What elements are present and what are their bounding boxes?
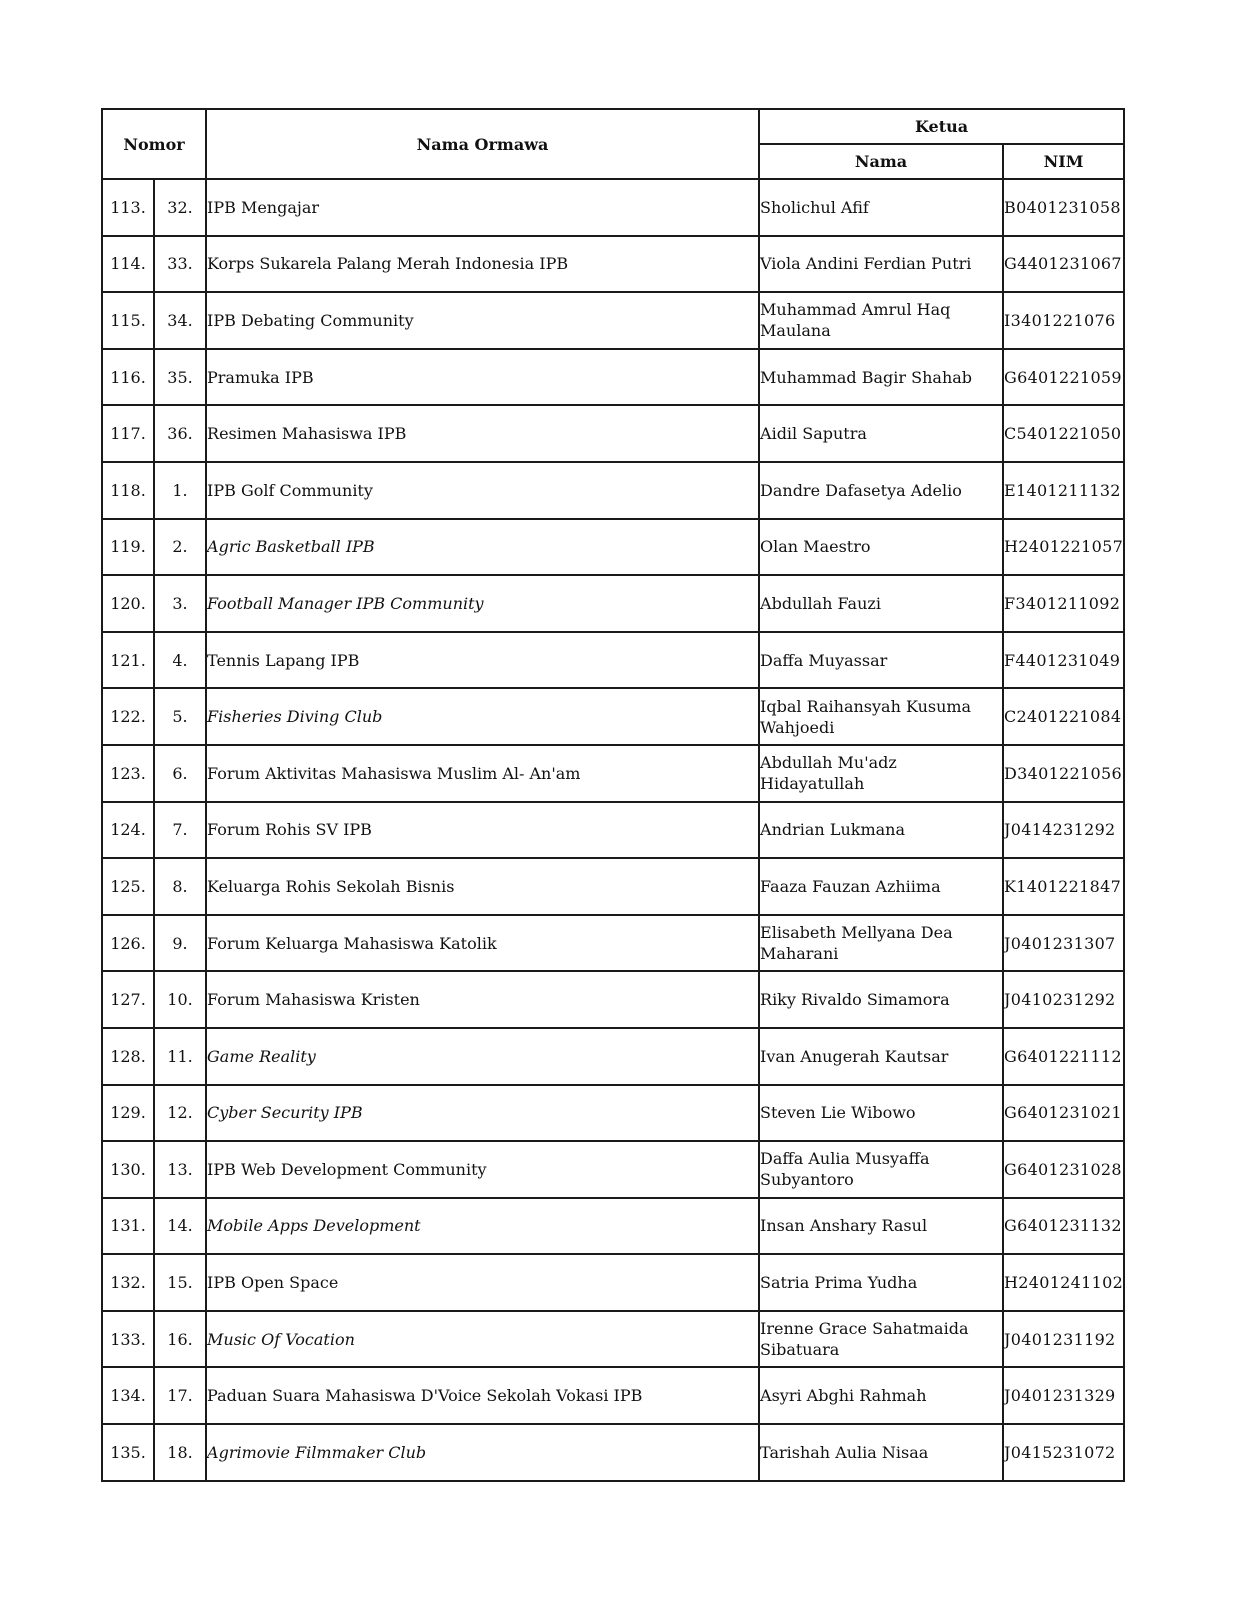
cell-nomor-text: 117. [110, 424, 146, 444]
cell-nama-ormawa [206, 971, 759, 1028]
table-row [102, 802, 1124, 859]
cell-ketua-nama [759, 688, 1003, 745]
cell-nomor-sub [154, 745, 206, 802]
cell-ketua-nama [759, 971, 1003, 1028]
cell-ketua-nim-text: F3401211092 [1004, 593, 1121, 613]
cell-nomor-text: 123. [110, 763, 146, 783]
cell-nama-ormawa [206, 1424, 759, 1481]
cell-ketua-nama-text: Sholichul Afif [760, 197, 869, 217]
cell-nomor-text: 133. [110, 1329, 146, 1349]
cell-nama-ormawa-text: Football Manager IPB Community [207, 593, 484, 613]
cell-ketua-nim-text: C2401221084 [1004, 707, 1122, 727]
cell-nama-ormawa [206, 179, 759, 236]
cell-nomor-sub-text: 6. [172, 763, 188, 783]
cell-nama-ormawa [206, 236, 759, 293]
table-row [102, 1198, 1124, 1255]
cell-ketua-nama [759, 1367, 1003, 1424]
cell-nomor [102, 462, 154, 519]
cell-nomor [102, 179, 154, 236]
cell-ketua-nim [1003, 405, 1124, 462]
cell-nama-ormawa [206, 1085, 759, 1142]
cell-nomor [102, 971, 154, 1028]
cell-nomor-sub-text: 5. [172, 707, 188, 727]
cell-ketua-nama-text: Olan Maestro [760, 537, 871, 557]
cell-ketua-nama [759, 1198, 1003, 1255]
cell-nomor [102, 858, 154, 915]
cell-ketua-nim-text: G4401231067 [1004, 254, 1122, 274]
cell-nomor [102, 632, 154, 689]
cell-nomor-sub-text: 34. [167, 310, 193, 330]
cell-nomor-sub [154, 802, 206, 859]
cell-ketua-nim-text: G6401221059 [1004, 367, 1122, 387]
cell-ketua-nim [1003, 575, 1124, 632]
cell-nomor-sub [154, 688, 206, 745]
cell-nomor-sub [154, 915, 206, 972]
cell-ketua-nama-text: Iqbal Raihansyah Kusuma Wahjoedi [760, 696, 972, 737]
cell-nomor [102, 745, 154, 802]
cell-nama-ormawa [206, 1254, 759, 1311]
cell-nama-ormawa [206, 1141, 759, 1198]
cell-nomor-sub [154, 292, 206, 349]
cell-nomor-sub-text: 1. [172, 480, 188, 500]
cell-nomor [102, 1028, 154, 1085]
cell-nomor-sub-text: 10. [167, 990, 193, 1010]
cell-nomor-text: 131. [110, 1216, 146, 1236]
ormawa-table [101, 108, 1125, 1482]
table-row [102, 405, 1124, 462]
cell-ketua-nama [759, 349, 1003, 406]
cell-nomor-text: 130. [110, 1159, 146, 1179]
cell-ketua-nim-text: I3401221076 [1004, 310, 1116, 330]
cell-nama-ormawa-text: Paduan Suara Mahasiswa D'Voice Sekolah Vokasi IPB [207, 1386, 643, 1406]
cell-nomor-sub-text: 8. [172, 876, 188, 896]
cell-ketua-nama [759, 405, 1003, 462]
cell-nama-ormawa [206, 802, 759, 859]
cell-ketua-nim-text: D3401221056 [1004, 763, 1122, 783]
table-row [102, 349, 1124, 406]
cell-nama-ormawa-text: IPB Web Development Community [207, 1159, 487, 1179]
cell-nama-ormawa-text: Forum Keluarga Mahasiswa Katolik [207, 933, 497, 953]
cell-ketua-nim [1003, 858, 1124, 915]
header-nama: Nama [759, 144, 1003, 179]
table-row [102, 745, 1124, 802]
cell-ketua-nim [1003, 292, 1124, 349]
cell-nomor-sub [154, 236, 206, 293]
cell-ketua-nama [759, 519, 1003, 576]
cell-nama-ormawa [206, 915, 759, 972]
table-row [102, 1028, 1124, 1085]
cell-ketua-nim [1003, 236, 1124, 293]
cell-nama-ormawa-text: Agrimovie Filmmaker Club [207, 1442, 427, 1462]
cell-nama-ormawa-text: Music Of Vocation [207, 1329, 355, 1349]
cell-nama-ormawa-text: Fisheries Diving Club [207, 707, 383, 727]
table-row [102, 915, 1124, 972]
cell-nomor-sub [154, 1254, 206, 1311]
cell-nomor [102, 519, 154, 576]
cell-nomor-sub [154, 1085, 206, 1142]
cell-nomor [102, 405, 154, 462]
cell-ketua-nama [759, 745, 1003, 802]
table-row [102, 179, 1124, 236]
cell-ketua-nama [759, 1254, 1003, 1311]
cell-nomor-sub-text: 14. [167, 1216, 193, 1236]
cell-nomor [102, 1367, 154, 1424]
cell-nomor-sub [154, 632, 206, 689]
cell-nama-ormawa-text: Forum Aktivitas Mahasiswa Muslim Al- An'am [207, 763, 581, 783]
cell-nama-ormawa-text: Agric Basketball IPB [207, 537, 375, 557]
cell-nomor [102, 292, 154, 349]
cell-nomor-sub-text: 7. [172, 820, 188, 840]
cell-nama-ormawa-text: Tennis Lapang IPB [207, 650, 360, 670]
cell-ketua-nama-text: Dandre Dafasetya Adelio [760, 480, 962, 500]
cell-nomor [102, 1424, 154, 1481]
cell-ketua-nim-text: J0410231292 [1004, 990, 1116, 1010]
cell-ketua-nim [1003, 688, 1124, 745]
cell-nomor-text: 134. [110, 1386, 146, 1406]
cell-nomor [102, 1198, 154, 1255]
cell-nama-ormawa-text: Game Reality [207, 1046, 316, 1066]
cell-nomor-sub [154, 1198, 206, 1255]
cell-nama-ormawa [206, 1198, 759, 1255]
cell-ketua-nama [759, 236, 1003, 293]
cell-nomor-text: 127. [110, 990, 146, 1010]
cell-nomor-text: 128. [110, 1046, 146, 1066]
cell-ketua-nama [759, 179, 1003, 236]
cell-ketua-nama-text: Elisabeth Mellyana Dea Maharani [760, 923, 953, 964]
cell-nomor-sub-text: 16. [167, 1329, 193, 1349]
cell-ketua-nim-text: J0401231307 [1004, 933, 1116, 953]
cell-ketua-nama [759, 1311, 1003, 1368]
cell-nomor [102, 236, 154, 293]
cell-ketua-nama-text: Asyri Abghi Rahmah [760, 1386, 927, 1406]
cell-ketua-nim [1003, 1141, 1124, 1198]
cell-ketua-nama [759, 1424, 1003, 1481]
cell-nomor-sub-text: 32. [167, 197, 193, 217]
table-row [102, 519, 1124, 576]
cell-nomor-sub-text: 12. [167, 1103, 193, 1123]
cell-nomor-text: 135. [110, 1442, 146, 1462]
cell-ketua-nama [759, 802, 1003, 859]
cell-ketua-nim [1003, 1254, 1124, 1311]
cell-nama-ormawa-text: IPB Mengajar [207, 197, 320, 217]
cell-ketua-nim-text: G6401221112 [1004, 1046, 1122, 1066]
cell-nomor-sub [154, 1028, 206, 1085]
cell-nomor-sub-text: 11. [167, 1046, 193, 1066]
cell-nomor-sub [154, 179, 206, 236]
cell-nomor-text: 126. [110, 933, 146, 953]
table-row [102, 1141, 1124, 1198]
cell-ketua-nama-text: Daffa Muyassar [760, 650, 888, 670]
cell-ketua-nama [759, 632, 1003, 689]
cell-ketua-nim [1003, 1367, 1124, 1424]
cell-ketua-nama-text: Daffa Aulia Musyaffa Subyantoro [760, 1149, 930, 1190]
cell-ketua-nim-text: H2401221057 [1004, 537, 1124, 557]
table-row [102, 292, 1124, 349]
cell-ketua-nama [759, 915, 1003, 972]
cell-ketua-nim-text: J0415231072 [1004, 1442, 1116, 1462]
cell-ketua-nama-text: Ivan Anugerah Kautsar [760, 1046, 949, 1066]
cell-nomor [102, 1254, 154, 1311]
cell-ketua-nim [1003, 1085, 1124, 1142]
cell-nama-ormawa [206, 462, 759, 519]
cell-nomor-sub-text: 36. [167, 424, 193, 444]
cell-nama-ormawa-text: Forum Mahasiswa Kristen [207, 990, 420, 1010]
cell-nomor [102, 688, 154, 745]
cell-ketua-nim-text: J0401231329 [1004, 1386, 1116, 1406]
table-row [102, 462, 1124, 519]
cell-nomor-text: 114. [110, 254, 146, 274]
cell-ketua-nama-text: Aidil Saputra [760, 424, 867, 444]
cell-nama-ormawa-text: IPB Debating Community [207, 310, 414, 330]
table-row [102, 236, 1124, 293]
cell-ketua-nama-text: Satria Prima Yudha [760, 1273, 918, 1293]
cell-ketua-nim [1003, 745, 1124, 802]
table-row [102, 858, 1124, 915]
cell-nomor [102, 349, 154, 406]
cell-ketua-nama-text: Muhammad Amrul Haq Maulana [760, 300, 951, 341]
cell-ketua-nim [1003, 179, 1124, 236]
cell-nomor-sub [154, 405, 206, 462]
table-row [102, 575, 1124, 632]
cell-ketua-nama [759, 1141, 1003, 1198]
cell-nomor [102, 1311, 154, 1368]
cell-ketua-nama-text: Abdullah Mu'adz Hidayatullah [760, 753, 897, 794]
cell-nomor-text: 129. [110, 1103, 146, 1123]
cell-ketua-nama-text: Riky Rivaldo Simamora [760, 990, 950, 1010]
cell-nomor-sub [154, 1311, 206, 1368]
cell-ketua-nim-text: G6401231021 [1004, 1103, 1122, 1123]
cell-nama-ormawa-text: Forum Rohis SV IPB [207, 820, 372, 840]
cell-nama-ormawa-text: Korps Sukarela Palang Merah Indonesia IPB [207, 254, 569, 274]
cell-nomor-sub [154, 858, 206, 915]
cell-nama-ormawa [206, 1367, 759, 1424]
cell-ketua-nim-text: E1401211132 [1004, 480, 1121, 500]
cell-ketua-nama [759, 858, 1003, 915]
cell-ketua-nama [759, 292, 1003, 349]
cell-ketua-nama [759, 462, 1003, 519]
cell-nomor-sub-text: 3. [172, 593, 188, 613]
table-row [102, 688, 1124, 745]
cell-nama-ormawa [206, 858, 759, 915]
cell-ketua-nim-text: G6401231132 [1004, 1216, 1122, 1236]
cell-ketua-nim-text: K1401221847 [1004, 876, 1122, 896]
cell-ketua-nama-text: Steven Lie Wibowo [760, 1103, 916, 1123]
cell-ketua-nim [1003, 632, 1124, 689]
document-page [101, 108, 1123, 1482]
cell-nama-ormawa [206, 349, 759, 406]
cell-nomor-sub [154, 575, 206, 632]
cell-nama-ormawa-text: Mobile Apps Development [207, 1216, 421, 1236]
cell-nama-ormawa [206, 688, 759, 745]
cell-nomor-text: 121. [110, 650, 146, 670]
cell-nama-ormawa [206, 575, 759, 632]
cell-nomor-sub-text: 4. [172, 650, 188, 670]
cell-nomor [102, 915, 154, 972]
cell-ketua-nama [759, 1085, 1003, 1142]
cell-ketua-nim [1003, 1028, 1124, 1085]
cell-ketua-nim-text: F4401231049 [1004, 650, 1121, 670]
cell-nomor-sub [154, 1141, 206, 1198]
cell-nama-ormawa [206, 632, 759, 689]
cell-ketua-nim [1003, 462, 1124, 519]
cell-ketua-nama-text: Insan Anshary Rasul [760, 1216, 928, 1236]
cell-nama-ormawa-text: Cyber Security IPB [207, 1103, 363, 1123]
table-header [102, 109, 1124, 179]
cell-ketua-nim-text: J0401231192 [1004, 1329, 1116, 1349]
cell-nomor-text: 116. [110, 367, 146, 387]
cell-nomor-sub-text: 2. [172, 537, 188, 557]
cell-nomor-sub-text: 18. [167, 1442, 193, 1462]
cell-nomor-sub [154, 1424, 206, 1481]
cell-nomor-text: 124. [110, 820, 146, 840]
cell-ketua-nim-text: G6401231028 [1004, 1159, 1122, 1179]
cell-ketua-nim [1003, 1424, 1124, 1481]
header-nim: NIM [1003, 144, 1124, 179]
cell-ketua-nama-text: Andrian Lukmana [760, 820, 905, 840]
cell-nama-ormawa [206, 519, 759, 576]
cell-nomor-sub-text: 33. [167, 254, 193, 274]
cell-nomor-text: 120. [110, 593, 146, 613]
cell-ketua-nama-text: Muhammad Bagir Shahab [760, 367, 973, 387]
cell-nomor-text: 115. [110, 310, 146, 330]
cell-nomor-sub [154, 519, 206, 576]
cell-nomor-text: 122. [110, 707, 146, 727]
cell-nama-ormawa-text: IPB Golf Community [207, 480, 373, 500]
cell-nama-ormawa-text: Pramuka IPB [207, 367, 314, 387]
cell-nomor-text: 118. [110, 480, 146, 500]
cell-nomor-text: 113. [110, 197, 146, 217]
cell-ketua-nama-text: Abdullah Fauzi [760, 593, 881, 613]
cell-nomor-sub [154, 349, 206, 406]
cell-nama-ormawa-text: Resimen Mahasiswa IPB [207, 424, 407, 444]
table-row [102, 1311, 1124, 1368]
cell-ketua-nama [759, 575, 1003, 632]
cell-nomor-text: 132. [110, 1273, 146, 1293]
cell-nama-ormawa [206, 745, 759, 802]
cell-ketua-nim [1003, 519, 1124, 576]
cell-nama-ormawa-text: IPB Open Space [207, 1273, 339, 1293]
cell-ketua-nim [1003, 915, 1124, 972]
cell-ketua-nim [1003, 971, 1124, 1028]
cell-nomor [102, 802, 154, 859]
cell-nomor-sub-text: 17. [167, 1386, 193, 1406]
cell-ketua-nama [759, 1028, 1003, 1085]
table-row [102, 1367, 1124, 1424]
cell-nomor-sub-text: 15. [167, 1273, 193, 1293]
table-row [102, 971, 1124, 1028]
cell-ketua-nama-text: Tarishah Aulia Nisaa [760, 1442, 929, 1462]
cell-nomor-sub [154, 1367, 206, 1424]
cell-ketua-nama-text: Faaza Fauzan Azhiima [760, 876, 941, 896]
cell-nama-ormawa [206, 1311, 759, 1368]
cell-nama-ormawa-text: Keluarga Rohis Sekolah Bisnis [207, 876, 455, 896]
header-ketua: Ketua [759, 109, 1124, 144]
cell-nama-ormawa [206, 292, 759, 349]
cell-ketua-nama-text: Irenne Grace Sahatmaida Sibatuara [760, 1319, 969, 1360]
cell-ketua-nama-text: Viola Andini Ferdian Putri [760, 254, 972, 274]
cell-ketua-nim-text: C5401221050 [1004, 424, 1122, 444]
cell-nomor-sub-text: 13. [167, 1159, 193, 1179]
cell-ketua-nim-text: J0414231292 [1004, 820, 1116, 840]
cell-ketua-nim-text: H2401241102 [1004, 1273, 1124, 1293]
cell-ketua-nim [1003, 802, 1124, 859]
cell-ketua-nim [1003, 1198, 1124, 1255]
cell-nomor-sub [154, 462, 206, 519]
cell-ketua-nim-text: B0401231058 [1004, 197, 1121, 217]
table-body [102, 179, 1124, 1481]
table-row [102, 1085, 1124, 1142]
cell-nomor [102, 575, 154, 632]
cell-nomor [102, 1141, 154, 1198]
cell-nomor-sub [154, 971, 206, 1028]
header-nomor: Nomor [102, 109, 206, 179]
cell-nomor-text: 119. [110, 537, 146, 557]
cell-nomor-text: 125. [110, 876, 146, 896]
cell-nomor [102, 1085, 154, 1142]
header-nama-ormawa: Nama Ormawa [206, 109, 759, 179]
cell-nama-ormawa [206, 1028, 759, 1085]
cell-ketua-nim [1003, 1311, 1124, 1368]
cell-nomor-sub-text: 35. [167, 367, 193, 387]
cell-ketua-nim [1003, 349, 1124, 406]
table-row [102, 1254, 1124, 1311]
table-row [102, 632, 1124, 689]
table-row [102, 1424, 1124, 1481]
cell-nomor-sub-text: 9. [172, 933, 188, 953]
cell-nama-ormawa [206, 405, 759, 462]
